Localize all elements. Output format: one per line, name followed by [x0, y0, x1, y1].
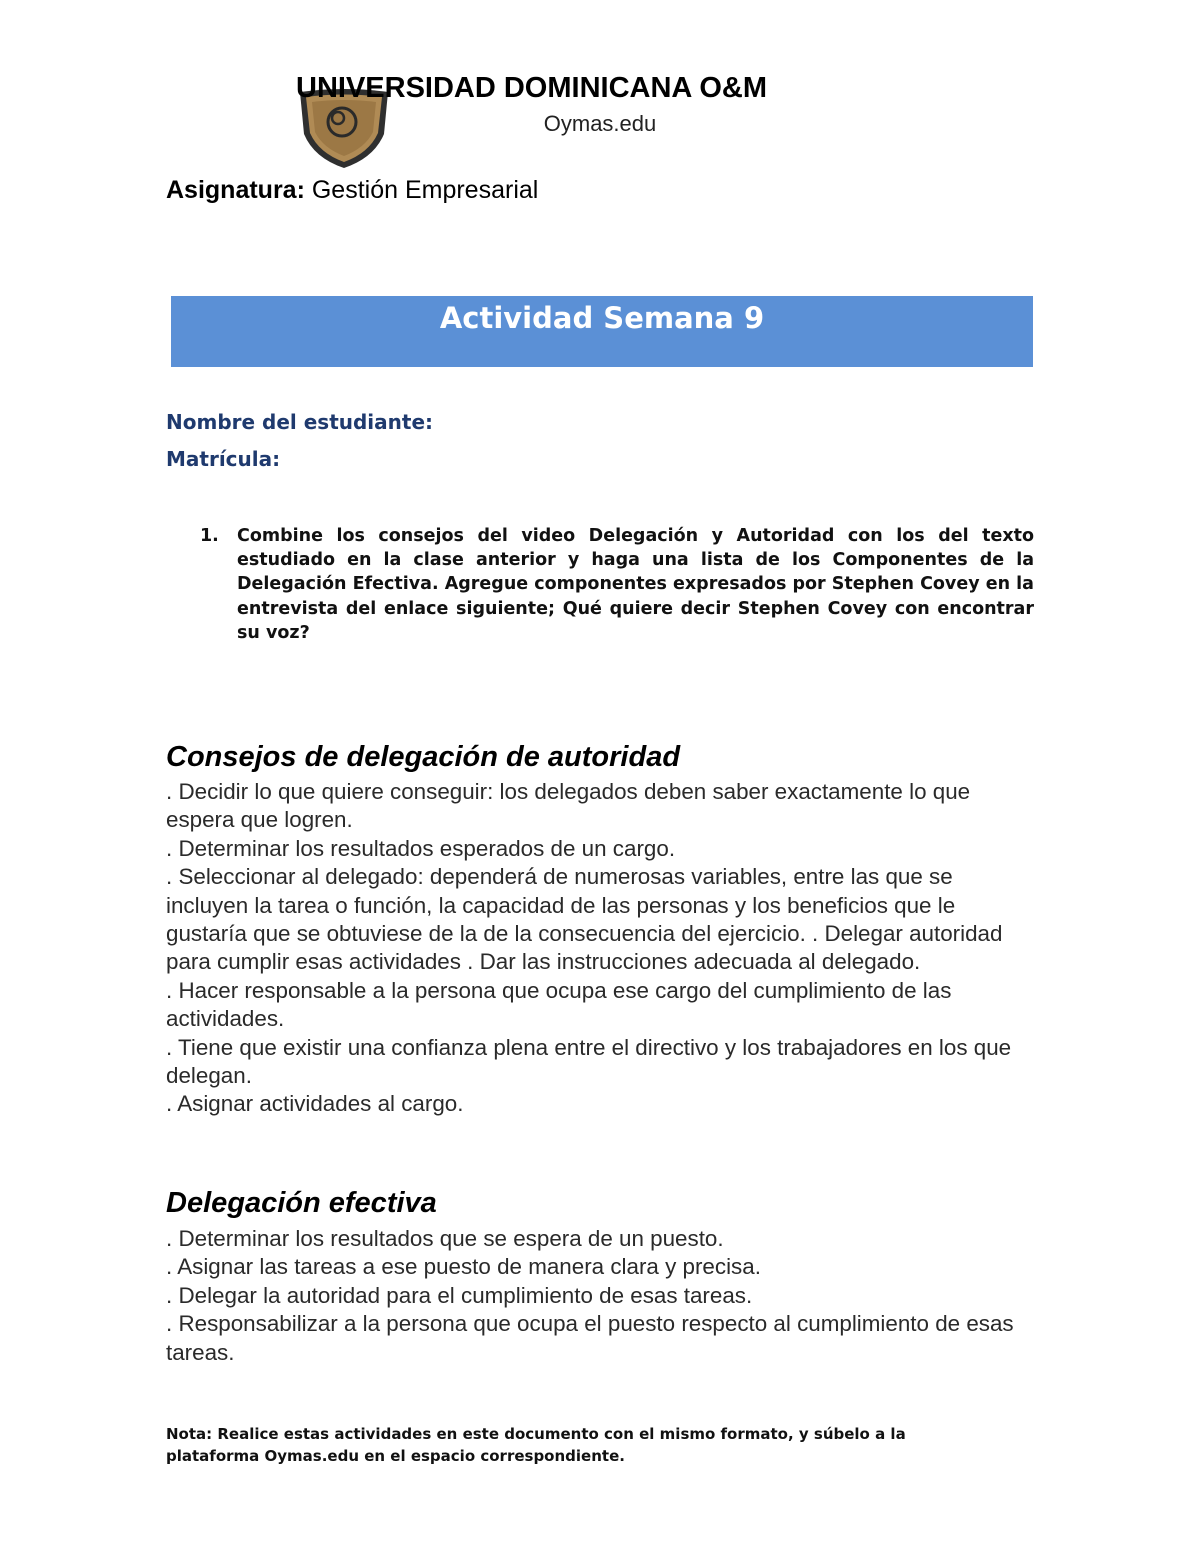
footer-note: Nota: Realice estas actividades en este documento con el mismo formato, y súbelo a la plataforma Oymas.edu en el espacio correspondiente.: [166, 1425, 906, 1465]
list-item: . Asignar las tareas a ese puesto de manera clara y precisa.: [166, 1254, 761, 1280]
section-heading-delegacion: Delegación efectiva: [166, 1187, 437, 1219]
subject-label: Asignatura:: [166, 176, 305, 204]
student-id-label: Matrícula:: [166, 447, 281, 471]
list-item: . Delegar la autoridad para el cumplimiento de esas tareas.: [166, 1282, 753, 1308]
list-item: . Decidir lo que quiere conseguir: los delegados deben saber exactamente lo que espera que logren.: [166, 779, 971, 833]
question-text: Combine los consejos del video Delegación y Autoridad con los del texto estudiado en la clase anterior y haga una lista de los Componentes de la Delegación Efectiva. Agregue componentes expresados por Stephen Covey en la entrevista del enlace siguiente; Qué quiere decir Stephen Covey con encontrar su voz?: [237, 526, 1034, 643]
question-number: 1.: [200, 526, 219, 546]
student-name-label: Nombre del estudiante:: [166, 410, 434, 434]
list-item: . Determinar los resultados esperados de un cargo.: [166, 835, 676, 861]
list-item: . Hacer responsable a la persona que ocupa ese cargo del cumplimiento de las actividades.: [166, 977, 952, 1032]
subject-value: Gestión Empresarial: [304, 176, 539, 204]
subject-line: [166, 174, 538, 206]
section-heading-consejos: Consejos de delegación de autoridad: [166, 741, 681, 773]
university-title: UNIVERSIDAD DOMINICANA O&M: [296, 72, 767, 104]
list-item: . Determinar los resultados que se espera de un puesto.: [166, 1226, 724, 1251]
university-site: Oymas.edu: [543, 111, 657, 136]
activity-banner: [171, 296, 1033, 367]
section-body-consejos: [166, 778, 1036, 1119]
list-item: . Seleccionar al delegado: dependerá de numerosas variables, entre las que se incluyen la tarea o función, la capacidad de las personas y los beneficios que le gustaría que se obtuviese de la de la consecuencia del ejercicio. . Delegar autoridad para cumplir esas actividades . Dar las instrucciones adecuada al delegado.: [166, 864, 1003, 975]
list-item: . Responsabilizar a la persona que ocupa el puesto respecto al cumplimiento de esas tareas.: [166, 1311, 1014, 1365]
question-item: [200, 524, 1034, 645]
activity-title: Actividad Semana 9: [439, 301, 765, 335]
list-item: . Asignar actividades al cargo.: [166, 1091, 464, 1117]
list-item: . Tiene que existir una confianza plena entre el directivo y los trabajadores en los que delegan.: [166, 1034, 1012, 1089]
section-body-delegacion: [166, 1225, 1036, 1367]
